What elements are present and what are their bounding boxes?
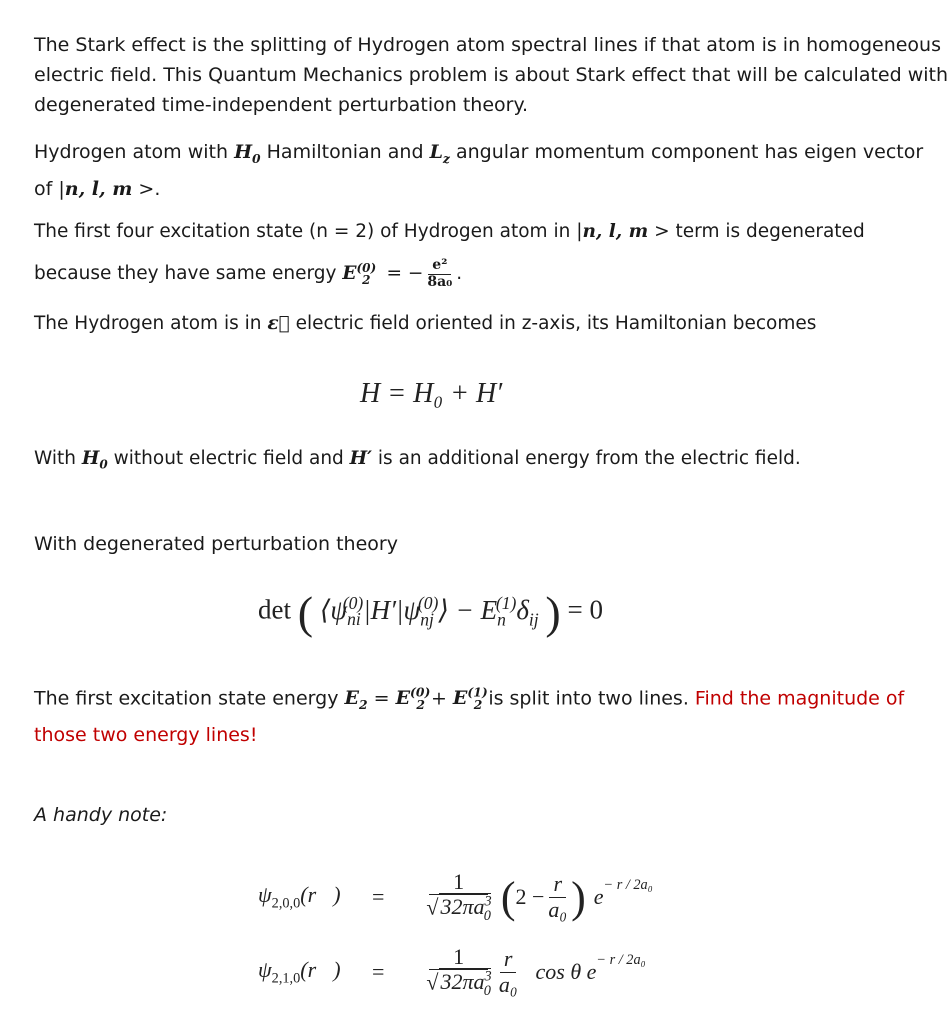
lz-symbol: $L_z$ (429, 141, 450, 166)
energy-e2: $E_2$ (344, 687, 368, 713)
intro-line-3: degenerated time-independent perturbation theory. (34, 94, 529, 116)
h-prime-symbol: H′ (349, 448, 373, 469)
hamiltonian-intro-line-2: of |n, l, m >. (34, 177, 161, 200)
ket-nlm-2: n, l, m (582, 221, 649, 242)
psi200-coefficient: $\frac{1}{√32\pi a^3_0}$ (426, 868, 492, 924)
energy-fraction: $\frac{\text{e²}}{\text{8a₀}}$ (427, 257, 453, 290)
equation-determinant: det ( $⟨\psi_{ni}^{(0)}|H'|\psi_{nj}^{(0)}⟩ - E_n^{(1)}\delta_{ij}$ ) = 0 (258, 587, 603, 638)
split-line-1: The first excitation state energy $E_2 = E^{(0)}_2 + E^{(1)}_2$ is split into two lines. Find the magnitude of (34, 685, 905, 713)
task-highlight-2: those two energy lines! (34, 724, 258, 747)
energy-e2-zero: $E^{(0)}_2$ (395, 685, 431, 713)
h0-symbol-2: $H_0$ (81, 448, 108, 472)
degenerate-paragraph (34, 217, 865, 295)
energy-e2-0: $E^{(0)}_2$ (342, 261, 377, 287)
degenerated-theory-label: With degenerated perturbation theory (34, 533, 398, 555)
intro-line-1: The Stark effect is the splitting of Hydrogen atom spectral lines if that atom is in homogeneous (34, 34, 941, 56)
with-h0-paragraph: With $H_0$ without electric field and H′ is an additional energy from the electric field. (34, 448, 801, 472)
note-label: A handy note: (34, 804, 168, 826)
ket-nlm: n, l, m (64, 177, 133, 200)
epsilon-vector: ε⃗ (267, 313, 290, 334)
split-paragraph (34, 678, 904, 750)
degenerate-line-1: The first four excitation state (n = 2) of Hydrogen atom in |n, l, m > term is degenerated (34, 221, 865, 242)
hamiltonian-intro-line-1: Hydrogen atom with $H_0$ Hamiltonian and $L_z$ angular momentum component has eigen vector (34, 141, 924, 166)
degenerate-line-2: because they have same energy $E^{(0)}_2$ = − $\frac{\text{e²}}{\text{8a₀}}$ . (34, 257, 463, 290)
h0-symbol: $H_0$ (234, 141, 261, 166)
energy-e2-one: $E^{(1)}_2$ (452, 685, 488, 713)
equation-psi-200: $\psi_{2,0,0}(r⃗)$ = $\frac{1}{√32\pi a^3_0}$ ( 2 − $\frac{r}{\text{a₀}}$ ) e $^{- r / 2a_0}$ (258, 868, 653, 924)
equation-psi-210: $\psi_{2,1,0}(r⃗)$ = $\frac{1}{√32\pi a^3_0}$ $\frac{r}{\text{a₀}}$ cos θ e $^{- r / 2a_0}$ (258, 943, 646, 999)
field-paragraph: The Hydrogen atom is in ε⃗ electric field oriented in z-axis, its Hamiltonian becomes (34, 313, 817, 334)
psi210-coefficient: $\frac{1}{√32\pi a^3_0}$ (426, 943, 492, 999)
equation-hamiltonian: H = H₀ + H′ (360, 378, 503, 409)
task-highlight-1: Find the magnitude of (694, 687, 905, 710)
intro-paragraph (34, 30, 948, 120)
hamiltonian-intro (34, 137, 923, 204)
intro-line-2: electric field. This Quantum Mechanics problem is about Stark effect that will be calculated with (34, 64, 949, 86)
